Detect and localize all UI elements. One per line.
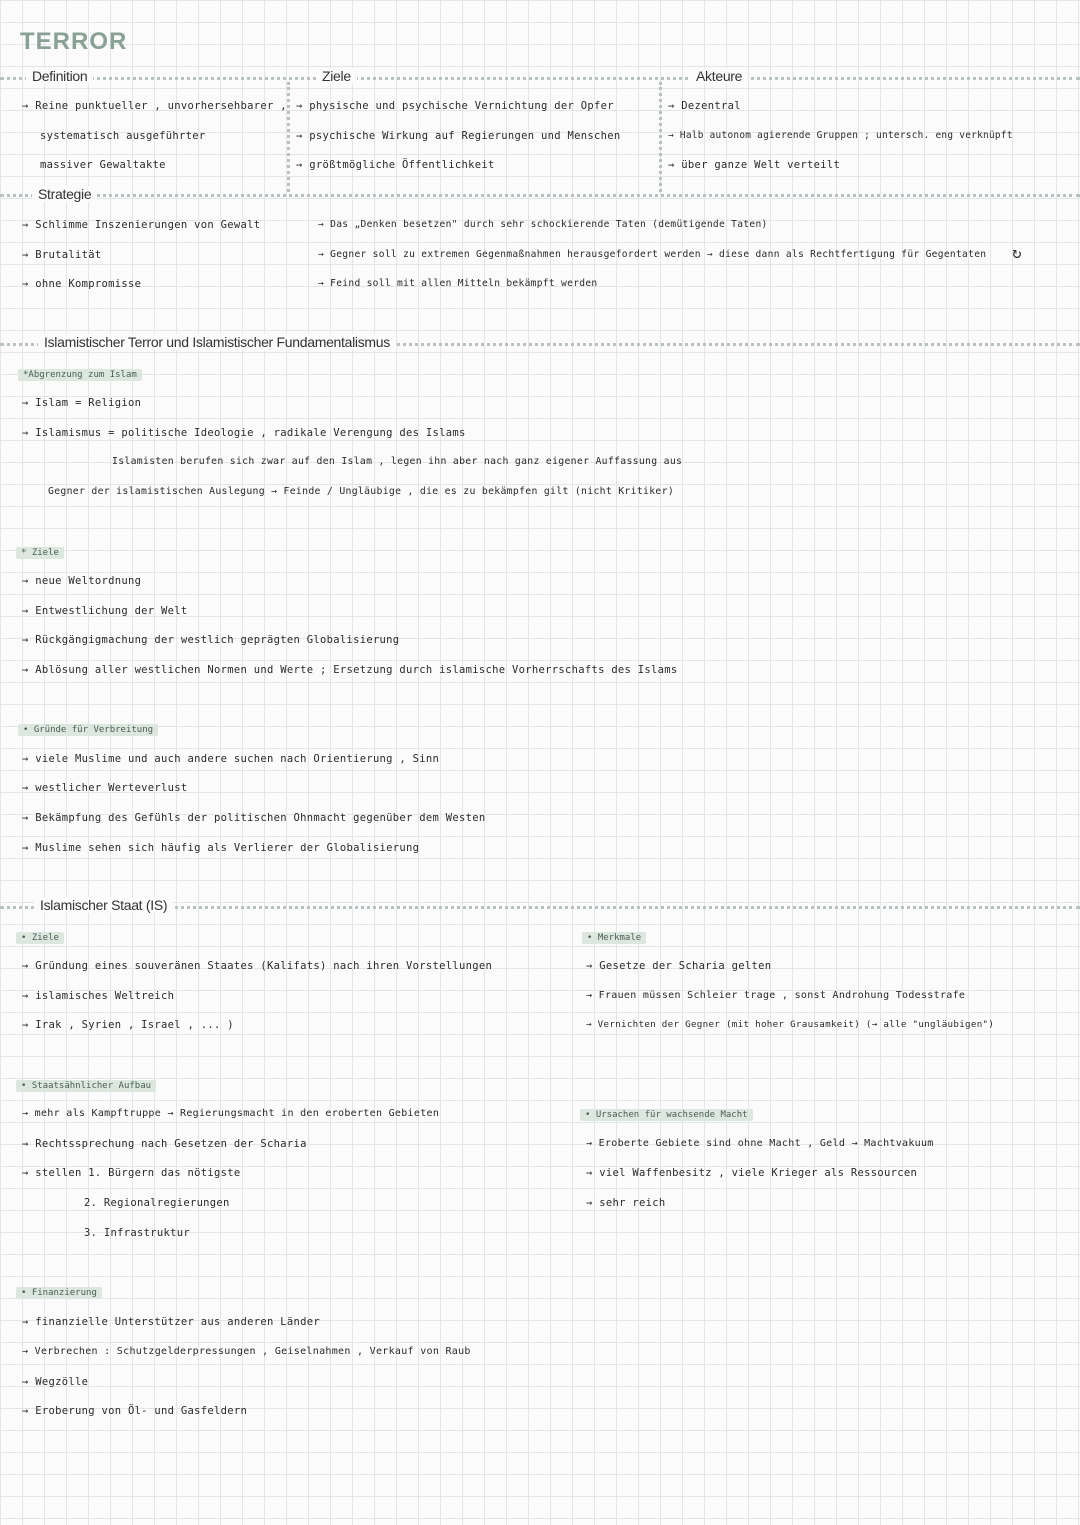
- strategie-left-1: → Schlimme Inszenierungen von Gewalt: [22, 219, 261, 231]
- gruende-line-2: → westlicher Werteverlust: [22, 782, 188, 794]
- merkmale-line-3: → Vernichten der Gegner (mit hoher Grausamkeit) (→ alle "ungläubigen"): [586, 1019, 995, 1030]
- divider-col-1: [287, 82, 290, 192]
- strategie-right-2: → Gegner soll zu extremen Gegenmaßnahmen herausgefordert werden → diese dann als Rechtfertigung für Gegentaten: [318, 249, 987, 260]
- ziele-islam-line-2: → Entwestlichung der Welt: [22, 605, 188, 617]
- gruende-line-3: → Bekämpfung des Gefühls der politischen Ohnmacht gegenüber dem Westen: [22, 812, 486, 824]
- abgrenzung-line-1: → Islam = Religion: [22, 397, 142, 409]
- heading-islam-terror: Islamistischer Terror und Islamistischer Fundamentalismus: [38, 334, 396, 350]
- definition-line-3: massiver Gewaltakte: [40, 159, 166, 171]
- tag-is-ziele: • Ziele: [16, 932, 64, 944]
- ziele-line-3: → größtmögliche Öffentlichkeit: [296, 159, 495, 171]
- ziele-line-2: → psychische Wirkung auf Regierungen und Menschen: [296, 130, 621, 142]
- akteure-line-2: → Halb autonom agierende Gruppen ; untersch. eng verknüpft: [668, 130, 1013, 141]
- aufbau-line-2: → Rechtssprechung nach Gesetzen der Scharia: [22, 1138, 307, 1150]
- ziele-islam-line-4: → Ablösung aller westlichen Normen und Werte ; Ersetzung durch islamische Vorherrschafts des Islams: [22, 664, 678, 676]
- akteure-line-1: → Dezentral: [668, 100, 741, 112]
- is-ziele-line-3: → Irak , Syrien , Israel , ... ): [22, 1019, 234, 1031]
- gruende-line-4: → Muslime sehen sich häufig als Verlierer der Globalisierung: [22, 842, 420, 854]
- is-ziele-line-2: → islamisches Weltreich: [22, 990, 175, 1002]
- finanz-line-1: → finanzielle Unterstützer aus anderen Länder: [22, 1316, 320, 1328]
- ziele-islam-line-1: → neue Weltordnung: [22, 575, 142, 587]
- aufbau-line-5: 3. Infrastruktur: [84, 1227, 190, 1239]
- ziele-islam-line-3: → Rückgängigmachung der westlich geprägten Globalisierung: [22, 634, 400, 646]
- ursachen-line-2: → viel Waffenbesitz , viele Krieger als Ressourcen: [586, 1167, 918, 1179]
- gruende-line-1: → viele Muslime und auch andere suchen nach Orientierung , Sinn: [22, 753, 440, 765]
- strategie-right-1: → Das „Denken besetzen" durch sehr schockierende Taten (demütigende Taten): [318, 219, 768, 230]
- definition-line-1: → Reine punktueller , unvorhersehbarer ,: [22, 100, 287, 112]
- cycle-icon: ↻: [1012, 243, 1022, 262]
- heading-strategie: Strategie: [32, 186, 97, 202]
- heading-is: Islamischer Staat (IS): [34, 897, 173, 913]
- definition-line-2: systematisch ausgeführter: [40, 130, 206, 142]
- akteure-line-3: → über ganze Welt verteilt: [668, 159, 841, 171]
- abgrenzung-line-4: Gegner der islamistischen Auslegung → Feinde / Ungläubige , die es zu bekämpfen gilt (nicht Kritiker): [48, 486, 675, 497]
- heading-ziele: Ziele: [316, 68, 357, 84]
- finanz-line-4: → Eroberung von Öl- und Gasfeldern: [22, 1405, 248, 1417]
- is-ziele-line-1: → Gründung eines souveränen Staates (Kalifats) nach ihren Vorstellungen: [22, 960, 493, 972]
- tag-merkmale: • Merkmale: [582, 932, 646, 944]
- heading-definition: Definition: [26, 68, 93, 84]
- divider-top: [0, 77, 1080, 80]
- tag-gruende: • Gründe für Verbreitung: [18, 724, 158, 736]
- strategie-left-2: → Brutalität: [22, 249, 102, 261]
- ursachen-line-1: → Eroberte Gebiete sind ohne Macht , Geld → Machtvakuum: [586, 1138, 934, 1149]
- ziele-line-1: → physische und psychische Vernichtung der Opfer: [296, 100, 614, 112]
- merkmale-line-1: → Gesetze der Scharia gelten: [586, 960, 772, 972]
- aufbau-line-4: 2. Regionalregierungen: [84, 1197, 230, 1209]
- page-title: TERROR: [20, 28, 128, 55]
- abgrenzung-line-3: Islamisten berufen sich zwar auf den Islam , legen ihn aber nach ganz eigener Auffassung aus: [112, 456, 683, 467]
- divider-col-2: [659, 82, 662, 192]
- tag-abgrenzung: *Abgrenzung zum Islam: [18, 369, 142, 381]
- ursachen-line-3: → sehr reich: [586, 1197, 666, 1209]
- abgrenzung-line-2: → Islamismus = politische Ideologie , radikale Verengung des Islams: [22, 427, 466, 439]
- finanz-line-2: → Verbrechen : Schutzgelderpressungen , Geiselnahmen , Verkauf von Raub: [22, 1346, 471, 1357]
- strategie-left-3: → ohne Kompromisse: [22, 278, 142, 290]
- tag-finanzierung: • Finanzierung: [16, 1287, 102, 1299]
- aufbau-line-1: → mehr als Kampftruppe → Regierungsmacht in den eroberten Gebieten: [22, 1108, 440, 1119]
- finanz-line-3: → Wegzölle: [22, 1376, 89, 1388]
- tag-ziele-islam: * Ziele: [16, 547, 64, 559]
- tag-ursachen: • Ursachen für wachsende Macht: [580, 1109, 753, 1121]
- heading-akteure: Akteure: [690, 68, 748, 84]
- tag-aufbau: • Staatsähnlicher Aufbau: [16, 1080, 156, 1092]
- merkmale-line-2: → Frauen müssen Schleier trage , sonst Androhung Todesstrafe: [586, 990, 966, 1001]
- aufbau-line-3: → stellen 1. Bürgern das nötigste: [22, 1167, 241, 1179]
- divider-strategie: [0, 194, 1080, 197]
- strategie-right-3: → Feind soll mit allen Mitteln bekämpft werden: [318, 278, 598, 289]
